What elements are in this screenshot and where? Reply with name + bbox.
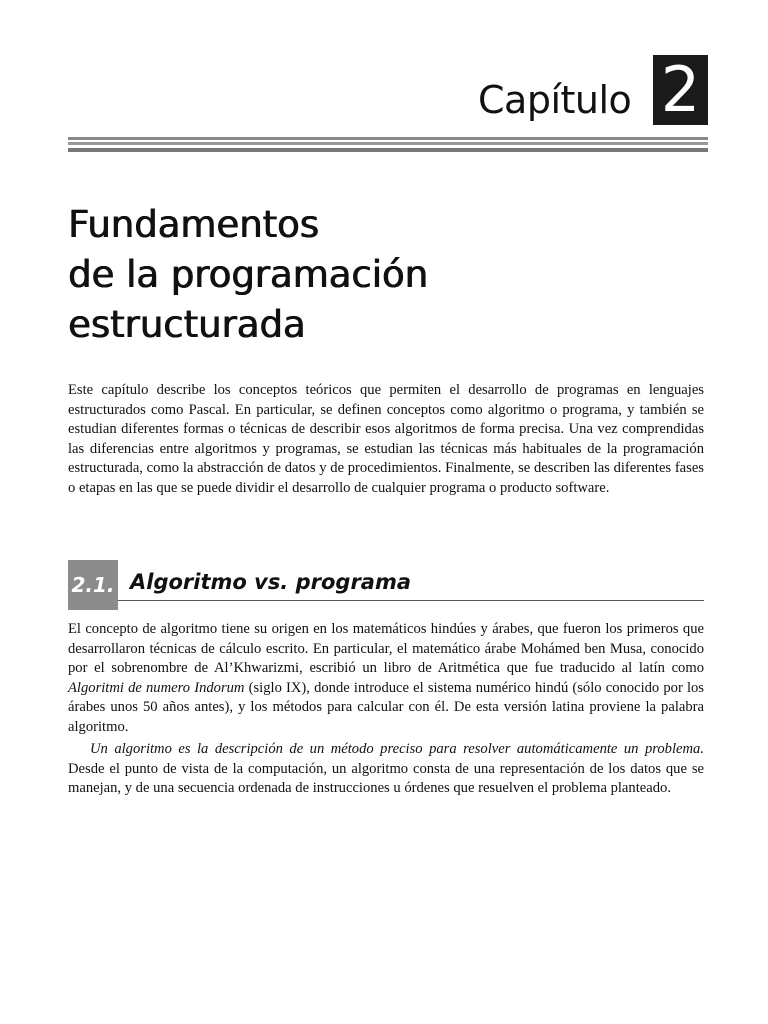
- section-rule: [118, 600, 704, 601]
- chapter-label: Capítulo: [478, 78, 632, 122]
- header-rule: [68, 137, 708, 140]
- body-paragraph: [68, 620, 704, 738]
- section-title: Algoritmo vs. programa: [130, 570, 412, 594]
- chapter-title-line: Fundamentos: [68, 203, 319, 246]
- paragraph-text: El concepto de algoritmo tiene su origen en los matemáticos hindúes y árabes, que fueron los primeros que desarrollaron técnicas de cálculo escrito. En particular, el matemático árabe Mohámed ben Musa, conocido por el sobrenombre de Al’Khwarizmi, escribió un libro de Aritmética que fue traducido al latín como: [68, 621, 704, 677]
- body-paragraph: [68, 740, 704, 799]
- chapter-title-line: estructurada: [68, 303, 306, 346]
- paragraph-text: Desde el punto de vista de la computación, un algoritmo consta de una representación de los datos que se manejan, y de una secuencia ordenada de instrucciones u órdenes que resuelven el problema planteado.: [68, 760, 704, 797]
- definition-text: Un algoritmo es la descripción de un método preciso para resolver automáticamente un problema.: [90, 741, 704, 757]
- paragraph-text: (siglo IX), donde introduce el sistema numérico hindú (sólo conocido por los árabes unos 50 años antes), y los métodos para calcular con él. De esta versión latina proviene la palabra algoritmo.: [68, 679, 704, 735]
- chapter-title-line: de la programación: [68, 253, 429, 296]
- header-rule: [68, 142, 708, 145]
- intro-paragraph: Este capítulo describe los conceptos teóricos que permiten el desarrollo de programas en lenguajes estructurados como Pascal. En particular, se definen conceptos como algoritmo o programa, y también se estudian diferentes formas o técnicas de describir esos algoritmos de forma precisa. Una vez comprendidas las diferencias entre algoritmos y programas, se estudian las técnicas más habituales de la programación estructurada, como la abstracción de datos y de procedimientos. Finalmente, se describen las diferentes fases o etapas en las que se puede dividir el desarrollo de cualquier programa o producto software.: [68, 382, 704, 496]
- header-rule: [68, 148, 708, 152]
- chapter-title: [68, 200, 428, 350]
- chapter-number-box: 2: [653, 55, 708, 125]
- section-number-box: 2.1.: [68, 560, 118, 610]
- book-title: Algoritmi de numero Indorum: [68, 679, 245, 696]
